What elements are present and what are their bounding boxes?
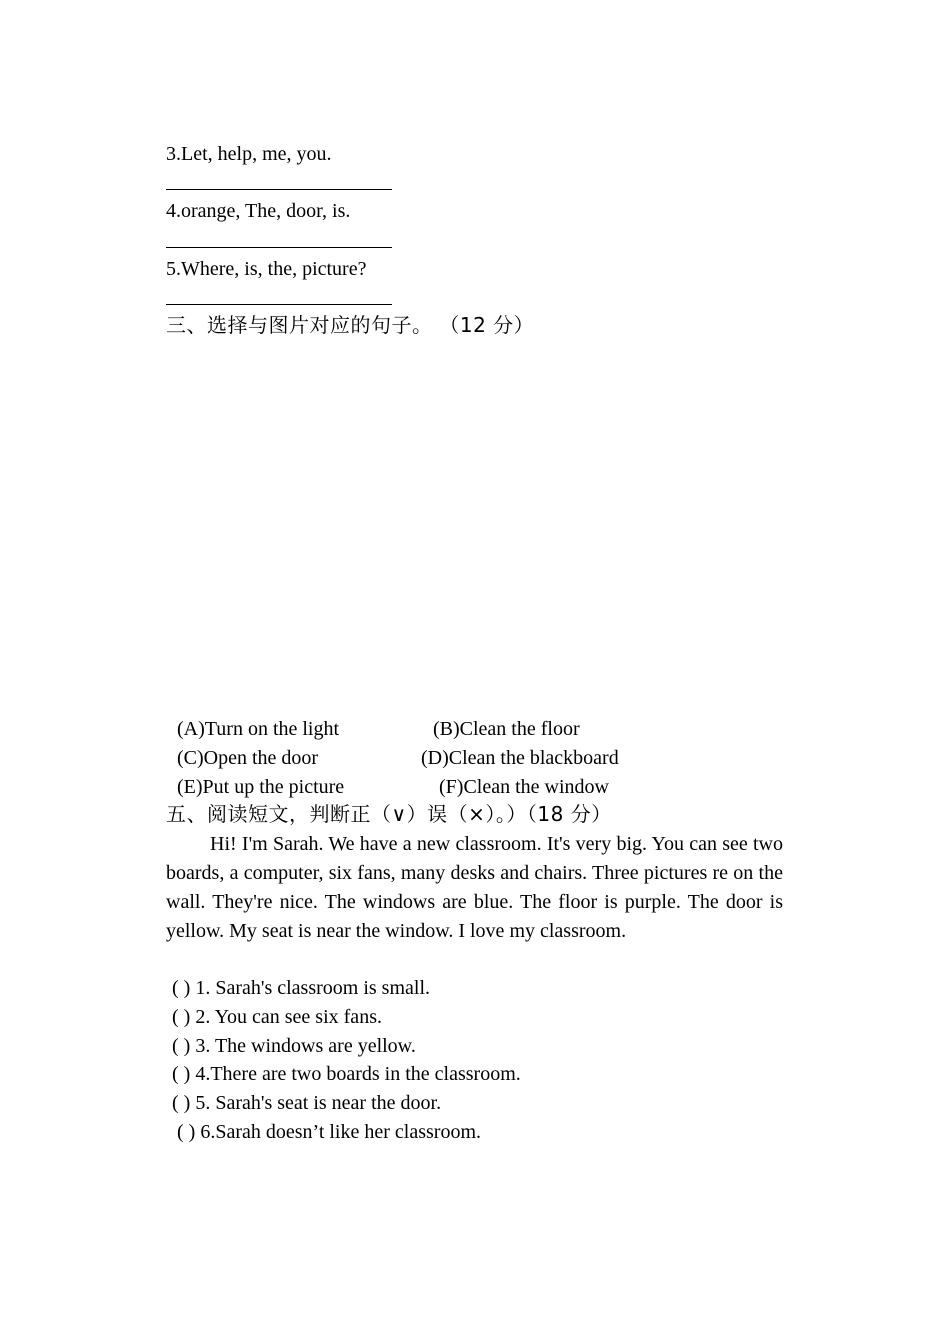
answer-line-5 — [166, 304, 392, 305]
option-f: (F)Clean the window — [439, 776, 609, 798]
reorder-item-4: 4.orange, The, door, is. — [166, 200, 351, 222]
question-3: ( ) 3. The windows are yellow. — [172, 1035, 416, 1057]
option-d: (D)Clean the blackboard — [421, 747, 619, 769]
question-1: ( ) 1. Sarah's classroom is small. — [172, 977, 431, 999]
question-6: ( ) 6.Sarah doesn’t like her classroom. — [177, 1121, 481, 1143]
question-2: ( ) 2. You can see six fans. — [172, 1006, 382, 1028]
reading-passage: Hi! I'm Sarah. We have a new classroom. It's very big. You can see two boards, a computer, six fans, many desks and chairs. Three pictures re on the wall. They're nice. The windows are blue. The floor is purple. The door is yellow. My seat is near the window. I love my classroom. — [166, 833, 783, 942]
picture-area — [166, 350, 784, 700]
option-c: (C)Open the door — [177, 747, 319, 769]
question-5: ( ) 5. Sarah's seat is near the door. — [172, 1092, 442, 1114]
option-a: (A)Turn on the light — [177, 718, 340, 740]
section-5-title: 五、阅读短文，判断正（∨）误（×）。）（18 分） — [166, 802, 612, 826]
option-e: (E)Put up the picture — [177, 776, 345, 798]
answer-line-4 — [166, 247, 392, 248]
reorder-item-5: 5.Where, is, the, picture? — [166, 258, 367, 280]
option-b: (B)Clean the floor — [433, 718, 580, 740]
reorder-item-3: 3.Let, help, me, you. — [166, 143, 332, 165]
question-4: ( ) 4.There are two boards in the classroom. — [172, 1063, 521, 1085]
answer-line-3 — [166, 189, 392, 190]
section-3-title: 三、选择与图片对应的句子。 （12 分） — [166, 313, 535, 337]
